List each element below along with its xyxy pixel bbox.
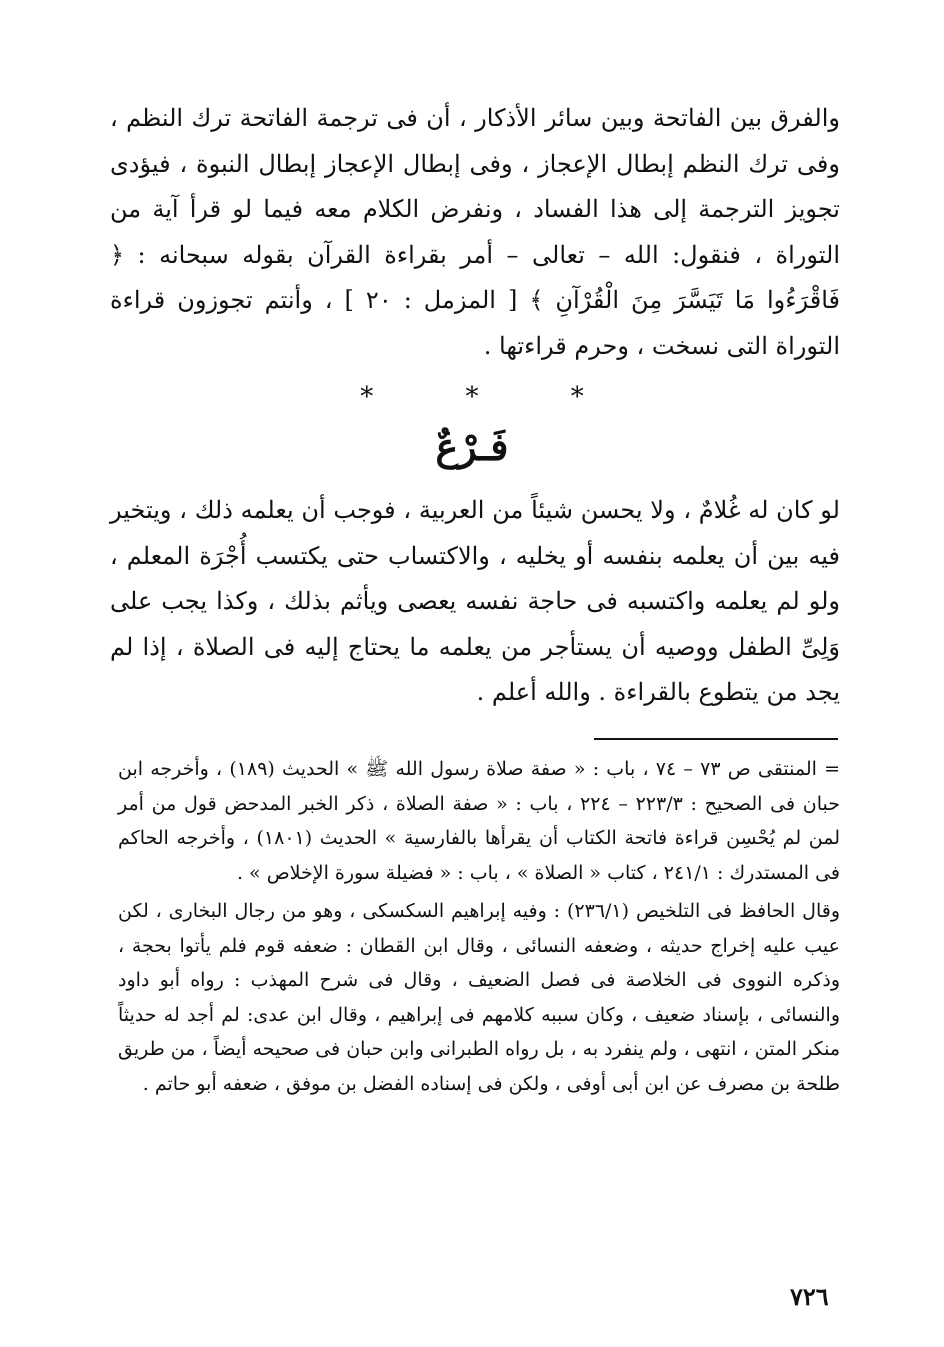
section-paragraph: لو كان له غُلامٌ ، ولا يحسن شيئاً من العربية ، فوجب أن يعلمه ذلك ، ويتخير فيه بين أن يعلمه بنفسه أو يخليه ، والاكتساب حتى يكتسب أُجْرَة المعلم ، ولو لم يعلمه واكتسبه فى حاجة نفسه يعصى ويأثم بذلك ، وكذا يجب على وَلِىِّ الطفل ووصيه أن يستأجر من يعلمه ما يحتاج إليه فى الصلاة ، إذا لم يجد من يتطوع بالقراءة . والله أعلم . bbox=[110, 496, 840, 706]
footnote-second: وقال الحافظ فى التلخيص (٢٣٦/١) : وفيه إبراهيم السكسكى ، وهو من رجال البخارى ، لكن عيب عليه إخراج حديثه ، وضعفه النسائى ، وقال ابن القطان : ضعفه قوم فلم يأتوا بحجة ، وذكره النووى فى الخلاصة فى فصل الضعيف ، وقال فى شرح المهذب : رواه أبو داود والنسائى ، بإسناد ضعيف ، وكان سببه كلامهم فى إبراهيم ، وقال ابن عدى: لم أجد له حديثاً منكر المتن ، انتهى ، ولم ينفرد به ، بل رواه الطبرانى وابن حبان فى صحيحه أيضاً ، من طريق طلحة بن مصرف عن ابن أبى أوفى ، ولكن فى إسناده الفضل بن موفق ، ضعفه أبو حاتم . bbox=[118, 900, 840, 1095]
main-paragraph: والفرق بين الفاتحة وبين سائر الأذكار ، أن فى ترجمة الفاتحة ترك النظم ، وفى ترك النظم إبطال الإعجاز ، وفى إبطال الإعجاز إبطال النبوة ، فيؤدى تجويز الترجمة إلى هذا الفساد ، ونفرض الكلام معه فيما لو قرأ آية من التوراة ، فنقول: الله – تعالى – أمر بقراءة القرآن بقوله سبحانه : ﴿ فَاقْرَءُوا مَا تَيَسَّرَ مِنَ الْقُرْآنِ ﴾ [ المزمل : ٢٠ ] ، وأنتم تجوزون قراءة التوراة التى نسخت ، وحرم قراءتها . bbox=[110, 104, 840, 360]
footnotes-block bbox=[118, 752, 840, 1101]
footnote-divider bbox=[594, 738, 838, 740]
page-number: ٧٢٦ bbox=[790, 1282, 829, 1311]
main-text-block bbox=[110, 96, 840, 369]
section-heading: فَـرْعٌ bbox=[435, 424, 509, 469]
section-text-block bbox=[110, 488, 840, 716]
footnote-first: = المنتقى ص ٧٣ – ٧٤ ، باب : « صفة صلاة رسول الله ﷺ » الحديث (١٨٩) ، وأخرجه ابن حبان فى الصحيح : ٢٢٣/٣ – ٢٢٤ ، باب : « صفة الصلاة ، ذكر الخبر المدحض قول من أمر لمن لم يُحْسِن قراءة فاتحة الكتاب أن يقرأها بالفارسية » الحديث (١٨٠١) ، وأخرجه الحاكم فى المستدرك : ٢٤١/١ ، كتاب « الصلاة » ، باب : « فضيلة سورة الإخلاص » . bbox=[118, 758, 841, 884]
section-separator: * * * bbox=[360, 382, 626, 412]
